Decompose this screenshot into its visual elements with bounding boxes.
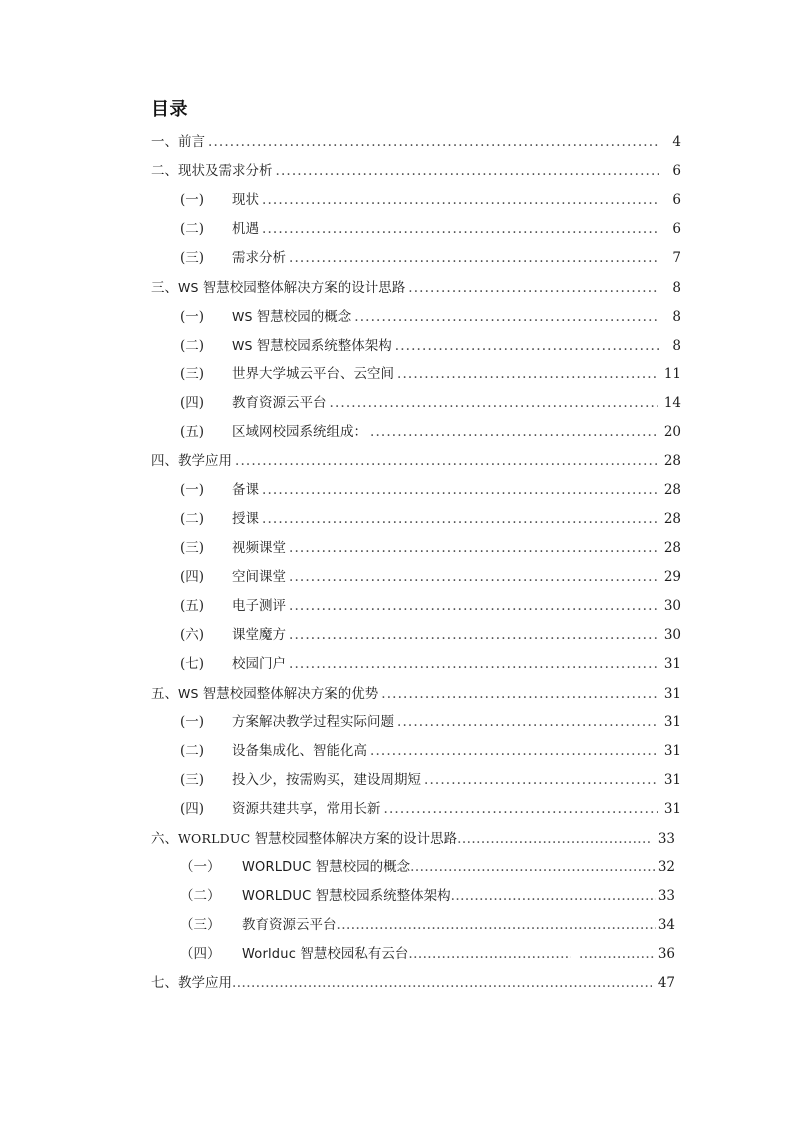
toc-entry-number: (三) [180,772,205,788]
toc-entry-label-text: 区域网校园系统组成： [232,424,367,440]
toc-entry-label-latin: WS [178,280,199,295]
toc-entry-level1[interactable] [0,824,793,853]
toc-dot-leader [457,829,652,843]
toc-entry-label [232,418,370,447]
toc-entry-number: （二） [180,888,221,904]
toc-entry-number: 四、 [151,453,178,469]
toc-entry-level2[interactable] [0,737,793,766]
table-of-contents [0,128,793,998]
toc-dot-leader [262,509,658,523]
toc-entry-number: (七) [180,656,205,672]
toc-entry-label-text: 智慧校园系统整体架构 [311,888,451,904]
toc-dot-leader [370,741,658,755]
toc-entry-label [232,505,262,534]
toc-dot-leader [354,307,659,321]
toc-entry-label [232,476,262,505]
toc-entry-level2[interactable] [0,853,793,882]
toc-entry-label [242,911,337,940]
toc-entry-level1[interactable] [0,128,793,157]
toc-entry-label [178,128,208,157]
toc-entry-label-text: 教育资源云平台 [242,917,337,933]
toc-dot-leader [408,944,655,958]
toc-page-number: 8 [672,280,681,296]
toc-entry-label [178,679,381,709]
toc-entry-number: (五) [180,598,205,614]
toc-page-number: 31 [663,801,681,817]
toc-entry-label-text: 备课 [232,482,259,498]
toc-entry-level2[interactable] [0,766,793,795]
toc-entry-level2[interactable] [0,563,793,592]
toc-entry-label-text: 智慧校园的概念 [311,859,411,875]
toc-entry-label [242,853,410,882]
toc-entry-label-text: 现状 [232,192,259,208]
toc-dot-leader [289,654,658,668]
toc-page-number: 31 [663,743,681,759]
toc-page-number: 33 [657,831,675,847]
toc-entry-number: (一) [180,482,205,498]
toc-dot-leader [262,190,659,204]
toc-entry-label-text: 设备集成化、智能化高 [232,743,367,759]
toc-entry-number: (一) [180,309,205,325]
toc-entry-number: (四) [180,569,205,585]
toc-entry-label-text: 电子测评 [232,598,286,614]
toc-dot-leader [289,596,658,610]
toc-entry-number: (三) [180,366,205,382]
toc-dot-leader [232,973,652,987]
toc-entry-level2[interactable] [0,534,793,563]
toc-page-number: 6 [672,192,681,208]
toc-entry-number: (四) [180,801,205,817]
toc-dot-leader [289,567,658,581]
toc-entry-level2[interactable] [0,389,793,418]
toc-entry-level1[interactable] [0,679,793,708]
toc-entry-number: (二) [180,221,205,237]
toc-entry-label [232,650,289,679]
toc-entry-label-latin: Worlduc [242,947,297,962]
toc-entry-level1[interactable] [0,969,793,998]
toc-entry-number: 一、 [151,134,178,150]
toc-page-number: 36 [657,946,675,962]
toc-entry-number: （四） [180,946,221,962]
toc-entry-label [232,534,289,563]
toc-entry-number: (六) [180,627,205,643]
toc-entry-label-latin: WORLDUC [178,831,251,846]
toc-entry-level1[interactable] [0,273,793,302]
toc-entry-label [232,592,289,621]
toc-page-number: 33 [657,888,675,904]
toc-entry-label [178,447,235,476]
toc-entry-label [232,766,424,795]
toc-page-number: 6 [672,221,681,237]
toc-entry-level2[interactable] [0,911,793,940]
toc-entry-number: 六、 [151,831,178,847]
toc-page-number: 14 [663,395,681,411]
toc-entry-label-text: 教育资源云平台 [232,395,327,411]
toc-entry-label [178,824,457,854]
page-title: 目录 [151,99,188,120]
toc-page-number: 31 [663,714,681,730]
toc-entry-level2[interactable] [0,882,793,911]
toc-dot-leader [289,248,659,262]
toc-entry-label-text: 授课 [232,511,259,527]
toc-page-number: 31 [663,686,681,702]
toc-entry-label-text: 智慧校园私有云台 [296,946,409,962]
toc-entry-number: (一) [180,192,205,208]
toc-entry-label-latin: WORLDUC [242,889,312,904]
toc-entry-label-text: 课堂魔方 [232,627,286,643]
toc-dot-leader [330,393,658,407]
toc-entry-label-text: 机遇 [232,221,259,237]
toc-dot-leader [397,712,658,726]
toc-entry-label-latin: WORLDUC [242,860,312,875]
toc-page-number: 30 [663,627,681,643]
toc-entry-level2[interactable] [0,940,793,969]
toc-dot-leader [395,336,659,350]
toc-entry-level2[interactable] [0,708,793,737]
toc-entry-label-text: 视频课堂 [232,540,286,556]
toc-entry-level1[interactable] [0,447,793,476]
toc-entry-number: (二) [180,338,205,354]
toc-entry-level2[interactable] [0,650,793,679]
toc-entry-label [232,186,262,215]
toc-page-number: 32 [657,859,675,875]
toc-dot-leader [397,364,658,378]
toc-entry-label [178,969,232,998]
toc-entry-label [232,737,370,766]
toc-entry-number: （三） [180,917,221,933]
toc-page-number: 28 [663,511,681,527]
toc-dot-leader [235,451,658,465]
toc-entry-label [178,273,408,303]
toc-entry-label-text: 方案解决教学过程实际问题 [232,714,394,730]
toc-entry-label-text: 前言 [178,134,205,150]
toc-entry-number: (二) [180,743,205,759]
toc-entry-label-text: 智慧校园整体解决方案的设计思路 [198,280,406,296]
toc-entry-label-latin: WS [178,686,199,701]
toc-entry-label [232,621,289,650]
toc-entry-label-text: 智慧校园系统整体架构 [252,338,392,354]
toc-entry-number: 二、 [151,163,178,179]
toc-entry-label-text: 资源共建共享，常用长新 [232,801,381,817]
toc-entry-level2[interactable] [0,418,793,447]
toc-entry-label [232,331,395,361]
toc-entry-label-text: 投入少，按需购买，建设周期短 [232,772,421,788]
toc-entry-label-text: 智慧校园整体解决方案的设计思路 [250,831,458,847]
toc-entry-label-latin: WS [232,309,253,324]
toc-entry-label-text: 现状及需求分析 [178,163,273,179]
toc-page-number: 28 [663,453,681,469]
toc-entry-label [232,563,289,592]
toc-dot-leader [370,422,658,436]
toc-page-number: 4 [672,134,681,150]
toc-entry-level2[interactable] [0,215,793,244]
toc-entry-level2[interactable] [0,186,793,215]
toc-entry-number: (三) [180,540,205,556]
toc-entry-level2[interactable] [0,505,793,534]
toc-page-number: 34 [657,917,675,933]
toc-entry-label-text: 智慧校园整体解决方案的优势 [198,686,379,702]
toc-entry-number: 三、 [151,280,178,296]
toc-entry-label-text: 智慧校园的概念 [252,309,352,325]
toc-dot-leader [410,857,656,871]
toc-dot-leader [276,161,660,175]
toc-entry-label [232,215,262,244]
toc-entry-label-text: 教学应用 [178,453,232,469]
toc-page-number: 8 [672,338,681,354]
toc-entry-number: (五) [180,424,205,440]
toc-entry-number: （一） [180,859,221,875]
toc-page-number: 11 [663,366,681,382]
toc-page-number: 28 [663,540,681,556]
toc-entry-number: (一) [180,714,205,730]
toc-entry-label [242,882,451,911]
toc-entry-label-text: 需求分析 [232,250,286,266]
toc-entry-label [232,389,330,418]
toc-entry-label-text: 校园门户 [232,656,286,672]
toc-page-number: 8 [672,309,681,325]
toc-entry-level2[interactable] [0,592,793,621]
toc-entry-label-text: 空间课堂 [232,569,286,585]
toc-dot-leader [337,915,656,929]
toc-entry-label [242,940,408,969]
toc-entry-number: (四) [180,395,205,411]
toc-dot-leader [424,770,658,784]
toc-page-number: 20 [663,424,681,440]
toc-page-number: 31 [663,656,681,672]
toc-entry-label-latin: WS [232,338,253,353]
toc-entry-number: (二) [180,511,205,527]
toc-entry-number: 五、 [151,686,178,702]
toc-dot-leader [208,132,659,146]
toc-entry-label-text: 世界大学城云平台、云空间 [232,366,394,382]
toc-entry-label [232,360,397,389]
toc-dot-leader [262,219,659,233]
toc-dot-leader [451,886,656,900]
toc-page-number: 28 [663,482,681,498]
toc-dot-leader [381,684,658,698]
toc-entry-level2[interactable] [0,621,793,650]
toc-page-number: 6 [672,163,681,179]
toc-dot-leader [384,799,658,813]
toc-entry-level2[interactable] [0,302,793,331]
toc-entry-label [232,795,384,824]
toc-entry-label [178,157,276,186]
toc-dot-leader [289,538,658,552]
toc-entry-level2[interactable] [0,795,793,824]
toc-entry-number: (三) [180,250,205,266]
toc-page-number: 29 [663,569,681,585]
toc-entry-label [232,244,289,273]
toc-page-number: 7 [672,250,681,266]
toc-page-number: 47 [657,975,675,991]
toc-dot-leader [289,625,658,639]
toc-entry-level2[interactable] [0,331,793,360]
toc-entry-label [232,302,354,332]
toc-page-number: 30 [663,598,681,614]
toc-entry-level1[interactable] [0,157,793,186]
toc-entry-level2[interactable] [0,244,793,273]
toc-page-number: 31 [663,772,681,788]
toc-entry-label-text: 教学应用 [178,975,232,991]
toc-entry-number: 七、 [151,975,178,991]
toc-dot-leader [262,480,658,494]
toc-entry-level2[interactable] [0,360,793,389]
toc-entry-level2[interactable] [0,476,793,505]
toc-entry-label [232,708,397,737]
toc-dot-leader [408,278,659,292]
